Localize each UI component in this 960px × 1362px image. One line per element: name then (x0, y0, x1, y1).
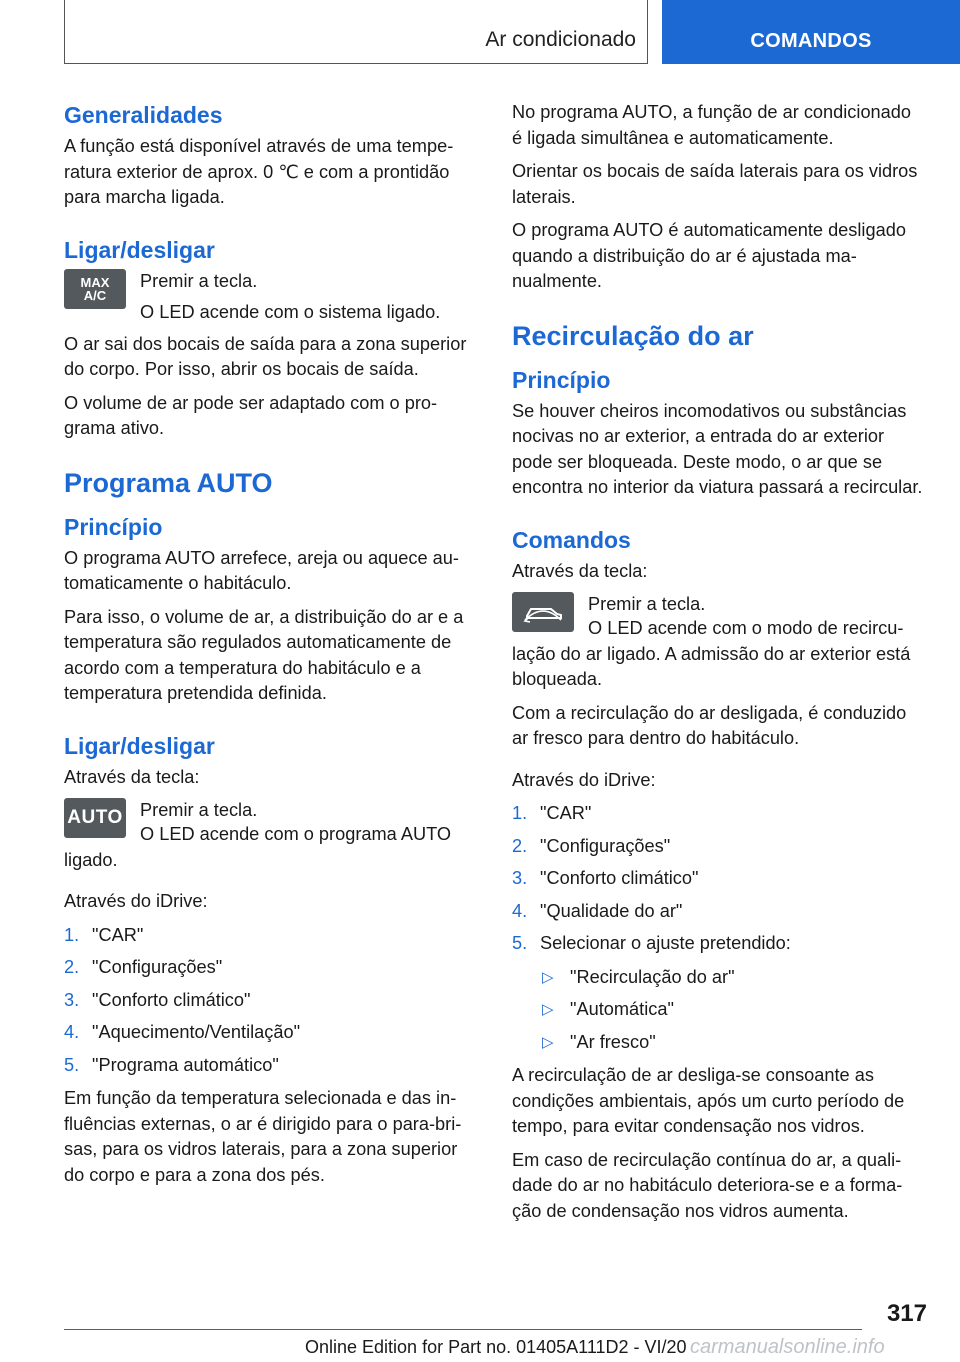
step-text: "Qualidade do ar" (540, 900, 683, 921)
step-item (64, 988, 476, 1014)
step-number: 5. (512, 933, 528, 953)
via-key-label: Através da tecla: (64, 766, 200, 787)
option-text: "Recirculação do ar" (570, 966, 735, 987)
paragraph: Em caso de recirculação contínua do ar, a qualidade do ar no habitáculo deteriora-se e a formação de condensação nos vidros aumenta. (512, 1149, 903, 1221)
instruction-press: Premir a tecla. (140, 270, 258, 291)
heading-recirculacao: Recirculação do ar (512, 320, 754, 351)
step-item (512, 866, 924, 892)
step-item (512, 899, 924, 925)
step-text: "CAR" (92, 924, 144, 945)
heading-ligar-desligar: Ligar/desligar (64, 732, 215, 759)
bullet-triangle-icon: ▷ (542, 1001, 554, 1018)
step-number: 2. (512, 835, 528, 856)
heading-ligar-desligar: Ligar/desligar (64, 236, 215, 263)
bullet-triangle-icon: ▷ (542, 968, 554, 986)
chapter-title: Ar condicionado (485, 28, 636, 51)
paragraph: No programa AUTO, a função de ar condicionado é ligada simultânea e automaticamente. (512, 102, 912, 148)
option-text: "Automática" (570, 999, 674, 1019)
step-text: "CAR" (540, 803, 592, 823)
idrive-steps (64, 923, 476, 1079)
step-item (512, 834, 924, 860)
footer-divider (64, 1329, 862, 1330)
instruction-press: Premir a tecla. (588, 594, 706, 614)
step-text: "Configurações" (540, 835, 671, 856)
step-item (64, 1020, 476, 1046)
left-column (64, 100, 476, 1196)
via-idrive-label: Através do iDrive: (64, 891, 208, 911)
right-column (512, 100, 924, 1232)
recirculation-button-icon (512, 592, 574, 632)
step-number: 4. (512, 900, 528, 921)
recirculation-instruction (512, 592, 924, 642)
section-tab: COMANDOS (662, 0, 960, 64)
step-text: "Aquecimento/Ventilação" (92, 1022, 301, 1042)
auto-instruction (64, 798, 476, 848)
step-text: "Configurações" (92, 957, 223, 977)
page-number: 317 (886, 1300, 927, 1327)
edition-footer: Online Edition for Part no. 01405A111D2 - VI/20 (305, 1337, 687, 1357)
via-idrive-label: Através do iDrive: (512, 769, 656, 790)
instruction-led: O LED acende com o sistema ligado. (140, 302, 441, 322)
step-item (64, 923, 476, 949)
step-item (512, 931, 924, 957)
step-text: "Conforto climático" (92, 989, 251, 1010)
option-item (540, 997, 924, 1023)
paragraph: O volume de ar pode ser adaptado com o programa ativo. (64, 392, 438, 438)
watermark: carmanualsonline.info (690, 1336, 885, 1358)
step-number: 3. (64, 989, 80, 1010)
step-number: 4. (64, 1022, 80, 1042)
heading-principio: Princípio (64, 513, 163, 540)
option-list (512, 965, 924, 1056)
option-item (540, 1030, 924, 1056)
heading-principio: Princípio (512, 366, 611, 393)
step-number: 2. (64, 957, 80, 977)
step-item (64, 1053, 476, 1079)
bullet-triangle-icon: ▷ (542, 1033, 554, 1051)
step-text: Selecionar o ajuste pretendido: (540, 933, 791, 953)
step-item (64, 955, 476, 981)
heading-comandos: Comandos (512, 526, 631, 553)
option-item (540, 965, 924, 991)
step-number: 1. (64, 924, 80, 945)
paragraph: Para isso, o volume de ar, a distribuição do ar e a temperatura são regulados automaticamente de acordo com a temperatura do habitáculo e a temperatura pretendida definida. (64, 606, 464, 703)
step-number: 3. (512, 868, 528, 888)
step-text: "Conforto climático" (540, 868, 699, 888)
paragraph: Orientar os bocais de saída laterais para os vidros laterais. (512, 161, 918, 207)
paragraph: Em função da temperatura selecionada e das influências externas, o ar é dirigido para o para-brisas, para os vidros laterais, para a zona superior do corpo e para a zona dos pés. (64, 1088, 462, 1185)
instruction-led: O LED acende com o programa AUTO ligado. (64, 824, 452, 870)
option-text: "Ar fresco" (570, 1031, 656, 1052)
heading-programa-auto: Programa AUTO (64, 467, 273, 498)
paragraph: Com a recirculação do ar desligada, é conduzido ar fresco para dentro do habitáculo. (512, 702, 907, 748)
max-ac-button-icon: MAX A/C (64, 269, 126, 309)
step-number: 5. (64, 1054, 80, 1075)
paragraph: A função está disponível através de uma temperatura exterior de aprox. 0 ℃ e com a prontidão para marcha ligada. (64, 136, 454, 207)
step-number: 1. (512, 803, 528, 823)
heading-generalidades: Generalidades (64, 102, 223, 128)
instruction-led: O LED acende com o modo de recirculação do ar ligado. A admissão do ar exterior está bloqueada. (512, 618, 911, 689)
paragraph: O ar sai dos bocais de saída para a zona superior do corpo. Por isso, abrir os bocais de saída. (64, 333, 467, 379)
max-ac-instruction (64, 269, 476, 326)
instruction-press: Premir a tecla. (140, 800, 258, 820)
paragraph: O programa AUTO é automaticamente desligado quando a distribuição do ar é ajustada manualmente. (512, 220, 906, 291)
paragraph: A recirculação de ar desliga-se consoante as condições ambientais, após um curto período de tempo, para evitar condensação nos vidros. (512, 1065, 905, 1136)
step-text: "Programa automático" (92, 1054, 279, 1075)
idrive-steps (512, 801, 924, 957)
paragraph: Se houver cheiros incomodativos ou substâncias nocivas no ar exterior, a entrada do ar exterior pode ser bloqueada. Deste modo, o ar que se encontra no interior da viatura passará a recircular. (512, 400, 923, 497)
via-key-label: Através da tecla: (512, 560, 648, 581)
paragraph: O programa AUTO arrefece, areja ou aquece automaticamente o habitáculo. (64, 547, 459, 593)
car-recirculation-icon (521, 600, 565, 624)
auto-button-icon: AUTO (64, 798, 126, 838)
step-item (512, 801, 924, 827)
